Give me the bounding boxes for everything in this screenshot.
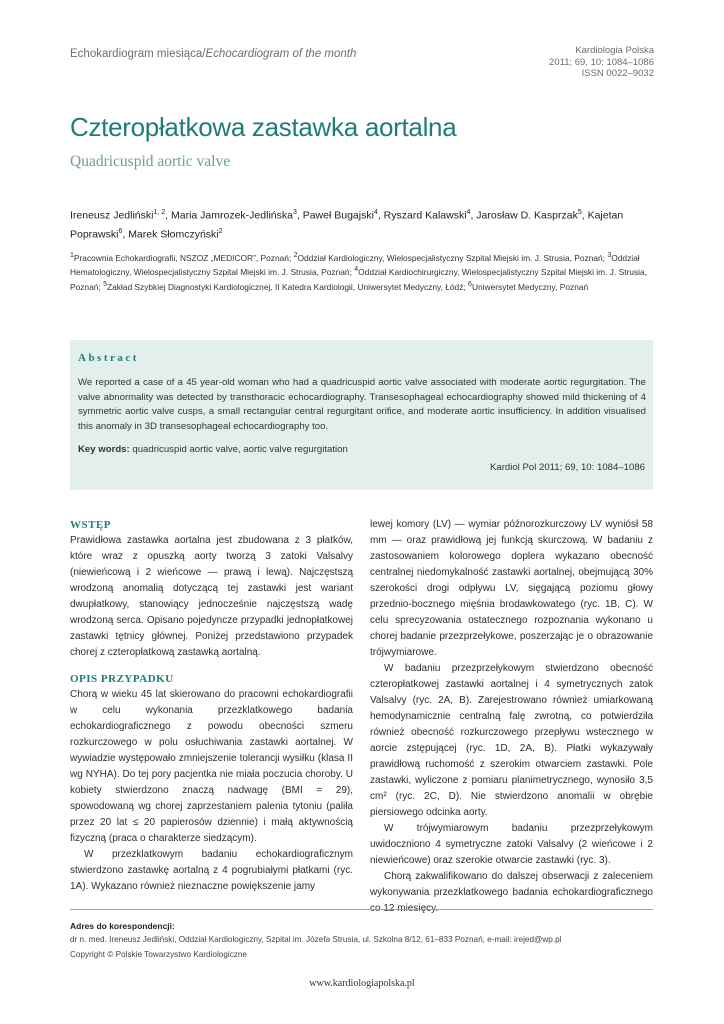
affiliation: Oddział Hematologiczny, Wielospecjalistyczny Szpital Miejski im. J. Strusia, Poznań;: [70, 252, 640, 278]
author: Marek Słomczyński: [128, 228, 219, 241]
affiliation-num: 2: [293, 252, 298, 259]
affiliation: Uniwersytet Medyczny, Poznań: [471, 281, 589, 292]
author: Jarosław D. Kasprzak: [476, 209, 578, 222]
article-title: Czteropłatkowa zastawka aortalna: [70, 112, 457, 142]
paragraph: W trójwymiarowym badaniu przezprzełykowym uwidoczniono 4 symetryczne zatoki Valsalvy (2 wieńcowe i 2 niewieńcowe) oraz szerokie otwarcie zastawki (ryc. 3).: [370, 823, 653, 866]
journal-name: Kardiologia Polska: [575, 45, 654, 56]
copyright: Copyright © Polskie Towarzystwo Kardiologiczne: [70, 950, 247, 959]
author-list: Ireneusz Jedliński$^{1, 2}$, Maria Jamrozek-Jedlińska$^3$, Paweł Bugajski$^4$, Ryszard Kalawski$^4$, Jarosław D. Kasprzak$^5$, Kajetan Poprawski$^6$, Marek Słomczyński$^2$: [70, 209, 624, 241]
journal-issn: ISSN 0022–9032: [581, 68, 654, 79]
correspondence-heading: Adres do korespondencji:: [70, 921, 175, 931]
left-column: [70, 517, 353, 895]
journal-section-label: [70, 48, 356, 60]
journal-issue: 2011; 69, 10: 1084–1086: [549, 56, 654, 68]
journal-url: www.kardiologiapolska.pl: [309, 978, 415, 989]
right-column: [370, 517, 653, 917]
affiliation-num: 4: [354, 266, 359, 274]
affiliation: Pracownia Echokardiografii, NSZOZ „MEDICOR”, Poznań;: [73, 252, 294, 263]
affiliation: Zakład Szybkiej Diagnostyki Kardiologicznej, II Katedra Kardiologii, Uniwersytet Medyczny, Łódź;: [106, 281, 469, 292]
affiliation-num: 3: [607, 252, 612, 259]
affiliation: Oddział Kardiologiczny, Wielospecjalistyczny Szpital Miejski im. J. Strusia, Poznań;: [297, 252, 608, 263]
author-affiliation-ref: 1, 2: [153, 209, 166, 216]
correspondence-address: dr n. med. Ireneusz Jedliński, Oddział Kardiologiczny, Szpital im. Józefa Strusia, ul. Szkolna 8/12, 61–833 Poznań, e-mail: irejed@wp.pl: [70, 935, 562, 944]
abstract-box: [70, 340, 653, 490]
series-en: Echocardiogram of the month: [205, 48, 357, 60]
author-affiliation-ref: 2: [218, 228, 223, 235]
author-affiliation-ref: 6: [118, 228, 123, 235]
citation: Kardiol Pol 2011; 69, 10: 1084–1086: [489, 462, 645, 473]
paragraph: Chorą w wieku 45 lat skierowano do pracowni echokardiografii w celu wykonania przezklatkowego badania echokardiograficznego z powodu obecności szmeru rozkurczowego w polu osłuchiwania zastawki aortalnej. W wywiadzie występowało zmniejszenie tolerancji wysiłku (klasa II wg NYHA). Do tej pory pacjentka nie miała poczucia choroby. U kobiety stwierdzono znaczą nadwagę (BMI = 29), spowodowaną wg chorej zaprzestaniem palenia tytoniu (paliła przez 20 lat ≤ 20 papierosów dziennie) i małą aktywnością fizyczną (praca o charakterze siedzącym).: [70, 689, 353, 844]
author-affiliation-ref: 4: [466, 209, 471, 216]
author: Paweł Bugajski: [302, 209, 374, 222]
paragraph: lewej komory (LV) — wymiar późnorozkurczowy LV wyniósł 58 mm — oraz prawidłową jej funkcją skurczową. W badaniu z zastosowaniem kolorowego doplera wykazano obecność centralnej niedomykalność zastawki aortalnej, obejmującą 30% szerokości drogi odpływu LV, sięgającą poziomu głowy przednio-bocznego mięśnia brodawkowatego (ryc. 1B, C). W celu sprecyzowania ostatecznego rozpoznania wykonano u chorej badanie przezprzełykowe, poszerzając je o obrazowanie trójwymiarowe.: [370, 519, 653, 658]
keywords-label: Key words:: [78, 444, 130, 455]
affiliation-num: 1: [70, 252, 74, 259]
article-subtitle: Quadricuspid aortic valve: [70, 153, 231, 170]
footer-divider: [70, 909, 653, 910]
author-affiliation-ref: 3: [292, 209, 297, 216]
keywords-text: quadricuspid aortic valve, aortic valve regurgitation: [129, 444, 348, 455]
paragraph: Prawidłowa zastawka aortalna jest zbudowana z 3 płatków, które wraz z opuszką aorty tworzą 3 zatoki Valsalvy (niewieńcową i 2 wieńcowe — prawą i lewą). Najczęstszą wrodzoną anomalią dotyczącą tej zastawki jest wariant dwupłatkowy, stanowiący jednocześnie najczęstszą wadę wrodzoną serca. Opisano pojedyncze przypadki jednopłatkowej zastawki tętnicy głównej. Poniżej przedstawiono przypadek chorej z czteropłatkową zastawką aortalną.: [70, 535, 353, 658]
author: Maria Jamrozek-Jedlińska: [171, 209, 293, 222]
paragraph: W przezklatkowym badaniu echokardiograficznym stwierdzono zastawkę aortalną z 4 pogrubiałymi płatkami (ryc. 1A). Wykazano również nieznaczne powiększenie jamy: [70, 849, 353, 892]
affiliation-num: 5: [103, 280, 107, 288]
section-heading-case: OPIS PRZYPADKU: [70, 673, 174, 685]
author: Ireneusz Jedliński: [70, 209, 154, 222]
keywords: [78, 444, 646, 455]
paragraph: Chorą zakwalifikowano do dalszej obserwacji z zaleceniem wykonywania przezklatkowego badania echokardiograficznego: [370, 871, 653, 898]
author-affiliation-ref: 4: [373, 209, 378, 216]
section-heading-intro: WSTĘP: [70, 519, 112, 531]
series-pl: Echokardiogram miesiąca/: [70, 48, 206, 60]
abstract-body: We reported a case of a 45 year-old woman who had a quadricuspid aortic valve associated with moderate aortic regurgitation. The valve abnormality was detected by transthoracic echocardiography. Transesophageal echocardiography showed mild thickening of 4 symmetric aortic valve cusps, a small rectangular central regurgitant orifice, and moderate aortic insufficiency. In addition visualised this anomaly in 3D transesophageal echocardiography too.: [78, 377, 646, 432]
journal-info: [549, 45, 654, 80]
affiliation-num: 6: [468, 280, 472, 288]
paragraph: W badaniu przezprzełykowym stwierdzono obecność czteropłatkowej zastawki aortalnej i 4 symetrycznych zatok Valsalvy (ryc. 2A, B). Zarejestrowano również umiarkowaną hemodynamicznie centralną falę zwrotną, co potwierdziła również obecność rozkurczowego przepływu wstecznego w aorcie zstępującej (ryc. 1D, 2A, B). Płatki wykazywały prawidłową ruchomość z szerokim otwarciem zastawki. Pole zastawki, wyliczone z pomiaru planimetrycznego, wynosiło 3,5 cm² (ryc. 2C, D). Nie stwierdzono anomalii w obrębie piersiowego odcinka aorty.: [370, 663, 653, 818]
author-affiliation-ref: 5: [577, 209, 582, 216]
abstract-heading: Abstract: [78, 352, 139, 364]
affiliations: [70, 250, 660, 293]
affiliation: Oddział Kardiochirurgiczny, Wielospecjalistyczny Szpital Miejski im. J. Strusia, Poznań;: [70, 267, 648, 292]
author: Kajetan Poprawski: [70, 209, 624, 241]
author: Ryszard Kalawski: [383, 209, 467, 222]
